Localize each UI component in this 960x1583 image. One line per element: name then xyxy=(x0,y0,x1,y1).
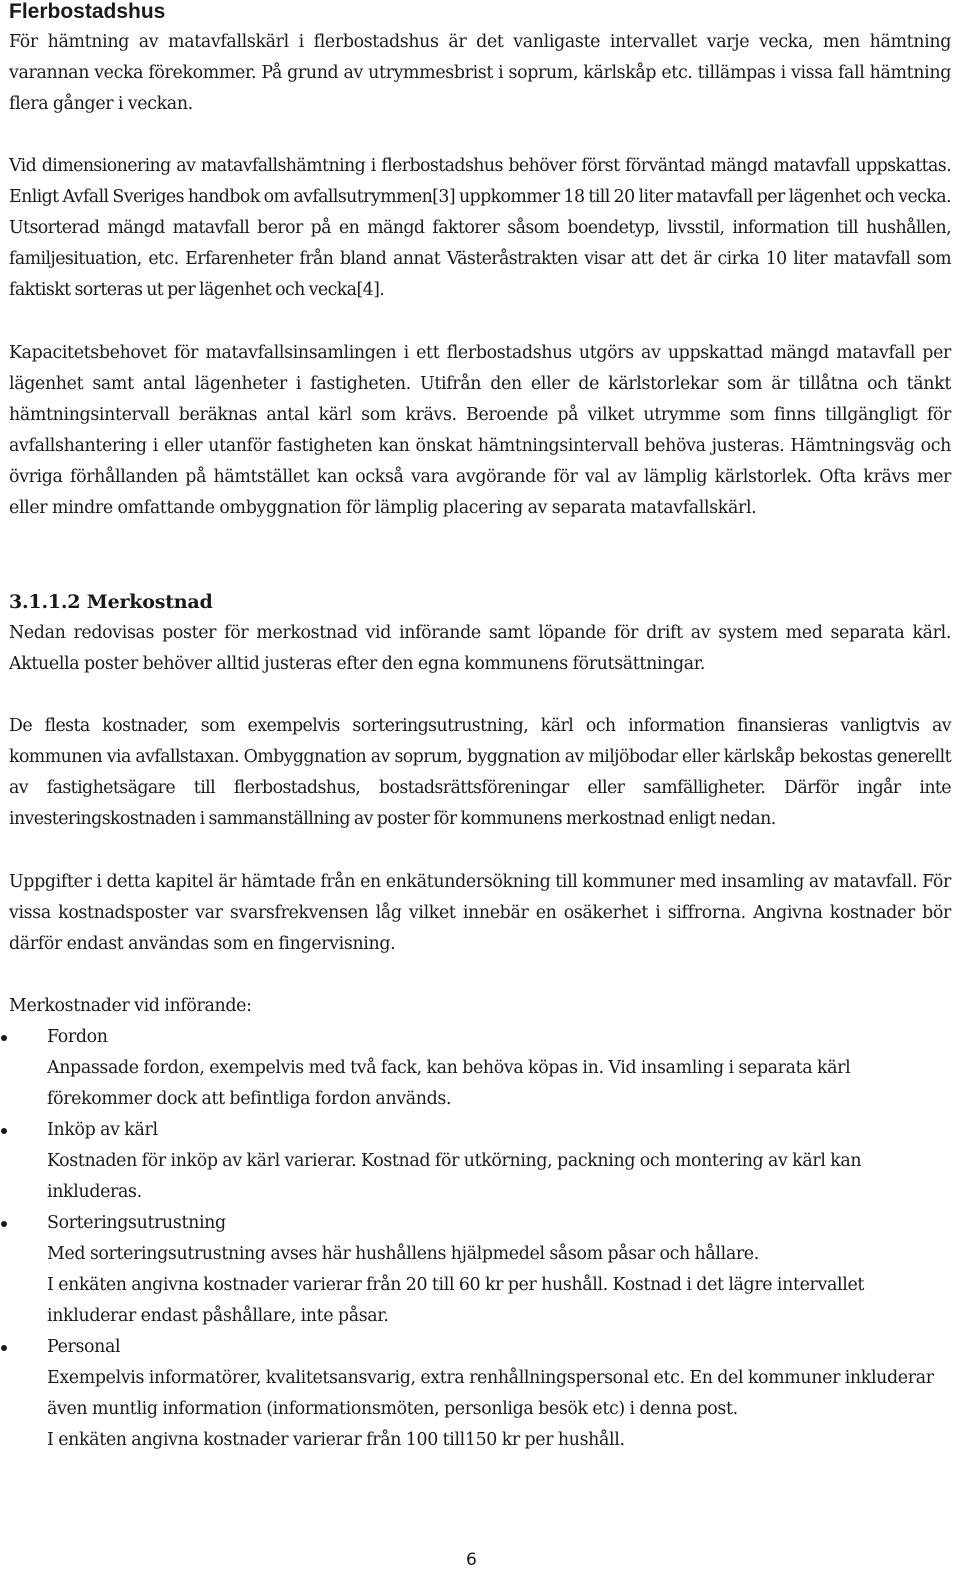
paragraph-survey: Uppgifter i detta kapitel är hämtade från en enkätundersökning till kommuner med insamling av matavfall. För vissa kostnadsposter var svarsfrekvensen låg vilket innebär en osäkerhet i siffrorna. Angivna kostnader bör därför endast användas som en fingervisning. xyxy=(9,872,951,954)
list-item-text: I enkäten angivna kostnader varierar från 20 till 60 kr per hushåll. Kostnad i det lägre intervallet inkluderar endast påshållare, inte påsar. xyxy=(47,1275,865,1326)
paragraph-capacity: Kapacitetsbehovet för matavfallsinsamlingen i ett flerbostadshus utgörs av uppskattad mängd matavfall per lägenhet samt antal lägenheter i fastigheten. Utifrån den eller de kärlstorlekar som är tillåtna och tänkt hämtningsintervall beräknas antal kärl som krävs. Beroende på vilket utrymme som finns tillgängligt för avfallshantering i eller utanför fastigheten kan önskat hämtningsintervall behöva justeras. Hämtningsväg och övriga förhållanden på hämtstället kan också vara avgörande för val av lämplig kärlstorlek. Ofta krävs mer eller mindre omfattande ombyggnation för lämplig placering av separata matavfallskärl. xyxy=(9,343,951,518)
bullet-icon xyxy=(1,1221,7,1227)
paragraph-financing: De flesta kostnader, som exempelvis sorteringsutrustning, kärl och information finansieras vanligtvis av kommunen via avfallstaxan. Ombyggnation av soprum, byggnation av miljöbodar eller kärlskåp bekostas generellt av fastighetsägare till flerbostadshus, bostadsrättsföreningar eller samfälligheter. Därför ingår inte investeringskostnaden i sammanställning av poster för kommunens merkostnad enligt nedan. xyxy=(9,716,951,829)
page-number: 6 xyxy=(466,1550,477,1570)
list-item-title: Personal xyxy=(47,1337,121,1357)
list-item-title: Fordon xyxy=(47,1027,108,1047)
section-heading: Flerbostadshus xyxy=(9,0,166,23)
list-item-text: Anpassade fordon, exempelvis med två fack, kan behöva köpas in. Vid insamling i separata kärl förekommer dock att befintliga fordon används. xyxy=(47,1058,851,1109)
cost-list xyxy=(9,1022,951,1456)
list-item-text: Med sorteringsutrustning avses här hushållens hjälpmedel såsom påsar och hållare. xyxy=(47,1244,759,1264)
list-item-bins xyxy=(9,1115,951,1208)
list-item-staff xyxy=(9,1332,951,1456)
paragraph-pickup-interval: För hämtning av matavfallskärl i flerbostadshus är det vanligaste intervallet varje vecka, men hämtning varannan vecka förekommer. På grund av utrymmesbrist i soprum, kärlskåp etc. tillämpas i vissa fall hämtning flera gånger i veckan. xyxy=(9,32,951,114)
list-item-title: Inköp av kärl xyxy=(47,1120,158,1140)
list-item-text: Exempelvis informatörer, kvalitetsansvarig, extra renhållningspersonal etc. En del kommuner inkluderar även muntlig information (informationsmöten, personliga besök etc) i denna post. xyxy=(47,1368,934,1419)
list-item-text: Kostnaden för inköp av kärl varierar. Kostnad för utkörning, packning och montering av kärl kan inkluderas. xyxy=(47,1151,862,1202)
paragraph-cost-intro: Nedan redovisas poster för merkostnad vid införande samt löpande för drift av system med separata kärl. Aktuella poster behöver alltid justeras efter den egna kommunens förutsättningar. xyxy=(9,623,951,674)
list-item-text: I enkäten angivna kostnader varierar från 100 till150 kr per hushåll. xyxy=(47,1430,625,1450)
list-item-vehicle xyxy=(9,1022,951,1115)
paragraph-dimensioning: Vid dimensionering av matavfallshämtning i flerbostadshus behöver först förväntad mängd matavfall uppskattas. Enligt Avfall Sveriges handbok om avfallsutrymmen[3] uppkommer 18 till 20 liter matavfall per lägenhet och vecka. Utsorterad mängd matavfall beror på en mängd faktorer såsom boendetyp, livsstil, information till hushållen, familjesituation, etc. Erfarenheter från bland annat Västeråstrakten visar att det är cirka 10 liter matavfall som faktiskt sorteras ut per lägenhet och vecka[4]. xyxy=(9,156,951,300)
list-item-sorting-equipment xyxy=(9,1208,951,1332)
bullet-icon xyxy=(1,1345,7,1351)
list-item-title: Sorteringsutrustning xyxy=(47,1213,226,1233)
bullet-icon xyxy=(1,1128,7,1134)
bullet-icon xyxy=(1,1035,7,1041)
subsection-heading: 3.1.1.2 Merkostnad xyxy=(9,591,213,613)
list-intro: Merkostnader vid införande: xyxy=(9,996,252,1016)
